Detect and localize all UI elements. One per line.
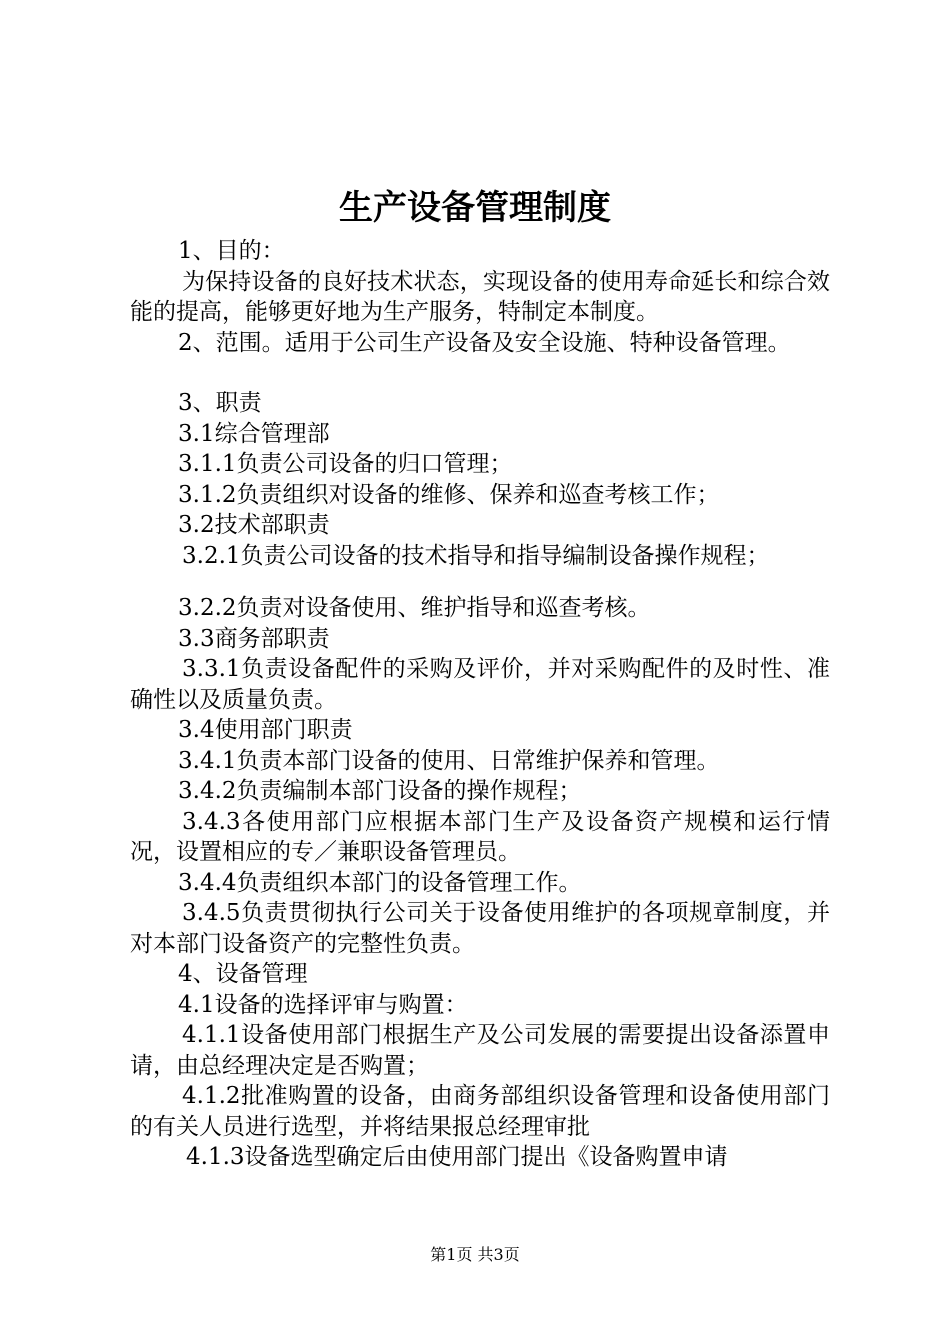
paragraph: 2、范围。适用于公司生产设备及安全设施、特种设备管理。 (178, 329, 791, 356)
list-item: 3.2.1负责公司设备的技术指导和指导编制设备操作规程； (182, 542, 770, 569)
document-title: 生产设备管理制度 (339, 188, 611, 228)
section-heading: 3、职责 (178, 390, 262, 416)
list-item: 3.4.1负责本部门设备的使用、日常维护保养和管理。 (178, 747, 720, 774)
subsection-heading: 3.1综合管理部 (178, 420, 330, 447)
list-item: 3.3.1负责设备配件的采购及评价，并对采购配件的及时性、准确性以及质量负责。 (130, 656, 830, 713)
page-footer: 第1页 共3页 (430, 1245, 520, 1264)
list-item: 3.2.2负责对设备使用、维护指导和巡查考核。 (178, 595, 651, 621)
subsection-heading: 4.1设备的选择评审与购置： (178, 991, 468, 1018)
spacer (130, 358, 830, 388)
list-item: 3.4.5负责贯彻执行公司关于设备使用维护的各项规章制度，并对本部门设备资产的完整性负责。 (130, 900, 830, 957)
list-item: 3.4.4负责组织本部门的设备管理工作。 (178, 869, 582, 896)
subsection-heading: 3.2技术部职责 (178, 512, 330, 538)
subsection-heading: 3.3商务部职责 (178, 625, 330, 652)
section-heading: 1、目的： (178, 238, 285, 264)
list-item: 3.1.2负责组织对设备的维修、保养和巡查考核工作； (178, 481, 720, 508)
subsection-heading: 3.4使用部门职责 (178, 717, 353, 743)
list-item: 4.1.3设备选型确定后由使用部门提出《设备购置申请 (186, 1144, 728, 1170)
document-body (130, 236, 830, 1173)
list-item: 3.4.3各使用部门应根据本部门生产及设备资产规模和运行情况，设置相应的专／兼职设备管理员。 (130, 808, 830, 865)
paragraph: 为保持设备的良好技术状态，实现设备的使用寿命延长和综合效能的提高，能够更好地为生产服务，特制定本制度。 (130, 268, 830, 325)
spacer (130, 571, 830, 593)
list-item: 4.1.1设备使用部门根据生产及公司发展的需要提出设备添置申请，由总经理决定是否购置； (130, 1022, 830, 1079)
section-heading: 4、设备管理 (178, 961, 308, 987)
list-item: 3.4.2负责编制本部门设备的操作规程； (178, 778, 582, 804)
list-item: 3.1.1负责公司设备的归口管理； (178, 451, 513, 477)
list-item: 4.1.2批准购置的设备，由商务部组织设备管理和设备使用部门的有关人员进行选型，并将结果报总经理审批 (130, 1083, 830, 1140)
